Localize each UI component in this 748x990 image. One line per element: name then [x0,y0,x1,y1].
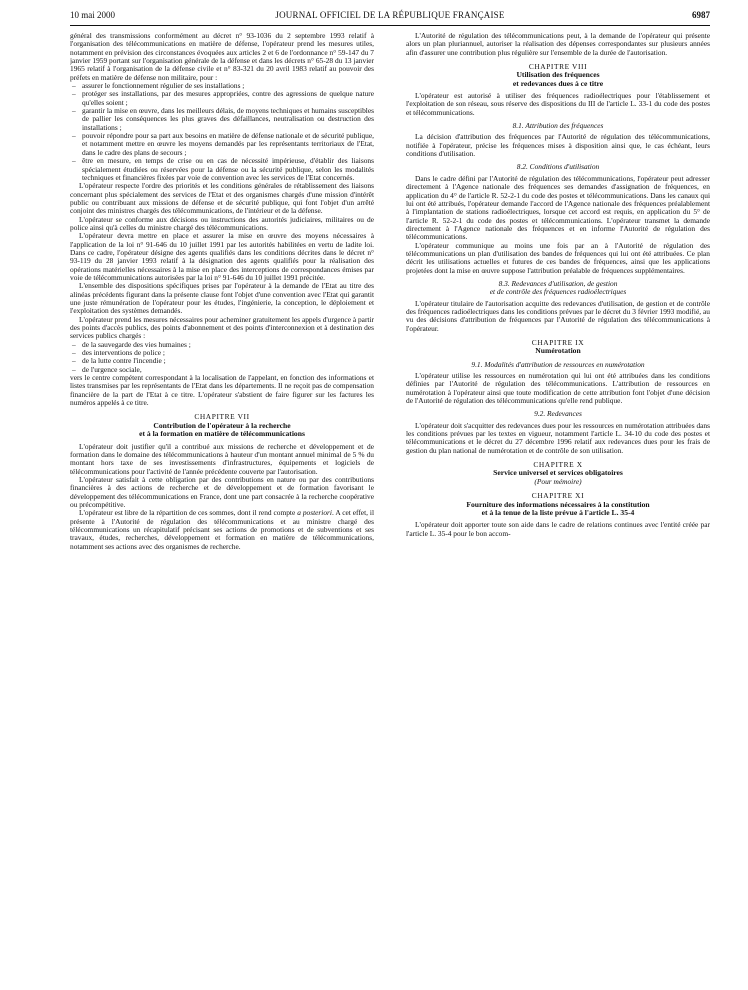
paragraph: L'opérateur communique au moins une fois par an à l'Autorité de régulation des télécommunications un plan d'utilisation des bandes de fréquences qui lui ont été attribuées. Ce plan décrit les utilisations actuelles et futures de ces bandes de fréquences, ainsi que les applications projetées dont la mise en œuvre suppose l'attribution préalable de fréquences supplémentaires. [406,240,710,275]
page-header [70,10,710,24]
paragraph: L'opérateur satisfait à cette obligation par des contributions en nature ou par des contributions financières à des actions de recherche et de développement et de formation favorisant le développement des télécommunications en France, dont une part consacrée à la recherche coopérative ou précompétitive. [70,474,374,509]
list-item: – pouvoir répondre pour sa part aux besoins en matière de défense nationale et de sécurité publique, et notamment mettre en œuvre les moyens demandés par les représentants territoriaux de l'Etat, dans le cadre des plans de secours ; [72,131,374,157]
list-item: – de la lutte contre l'incendie ; [72,356,166,366]
paragraph: L'opérateur est libre de la répartition de ces sommes, dont il rend compte a posteriori. A cet effet, il présente à l'Autorité de régulation des télécommunications et au ministre chargé des télécommunications un récapitulatif précisant ses actions de promotions et de subventions et ses travaux, études, recherches, développement et formation en matière de télécommunications, notamment ses actions avec des organismes de recherche. [70,508,374,551]
paragraph: La décision d'attribution des fréquences par l'Autorité de régulation des télécommunications, notifiée à l'opérateur, précise les fréquences mises à disposition ainsi que, le cas échéant, leurs conditions d'utilisation. [406,132,710,159]
section-heading: 9.2. Redevances [534,409,582,419]
section-heading: 9.1. Modalités d'attribution de ressources en numérotation [471,359,645,369]
paragraph: L'ensemble des dispositions spécifiques prises par l'opérateur à la demande de l'Etat au titre des alinéas précédents figurant dans la présente clause font l'objet d'une convention avec l'Etat qui garantit une juste rémunération de l'opérateur pour les études, l'ingénierie, la conception, le déploiement et l'exploitation des systèmes demandés. [70,281,374,316]
paragraph: vers le centre compétent correspondant à la localisation de l'appelant, en fonction des informations et listes transmises par les représentants de l'Etat dans les départements. Il ne reçoit pas de compensation financière de la part de l'Etat à ce titre. L'opérateur s'abstient de faire figurer sur les factures les numéros appelés à ce titre. [70,373,374,408]
emergency-services-list [70,341,374,374]
paragraph: L'opérateur devra mettre en place et assurer la mise en œuvre des moyens nécessaires à l'application de la loi n° 91-646 du 10 juillet 1991 par les autorités habilitées en vertu de ladite loi. Dans ce cadre, l'opérateur désigne des agents qualifiés dans les conditions décrites dans le décret n° 93-119 du 28 janvier 1993 relatif à la désignation des agents qualifiés pour la réalisation des opérations matérielles nécessaires à la mise en place des interceptions de correspondances émises par voie de télécommunications autorisées par la loi n° 91-646 du 10 juillet 1991 précitée. [70,231,374,282]
list-item: – de l'urgence sociale, [72,364,142,374]
chapter-heading: CHAPITRE IX [531,338,585,347]
section-heading: 8.3. Redevances d'utilisation, de gestion et de contrôle des fréquences radioélectriques [489,278,627,297]
paragraph: L'opérateur doit s'acquitter des redevances dues pour les ressources en numérotation attribuées dans les conditions prévues par les textes en vigueur, notamment l'article L. 34-10 du code des postes et télécommunications et le décret du 27 décembre 1996 relatif aux redevances dues pour les frais de gestion du plan national de numérotation et de contrôle de son utilisation. [406,420,710,455]
paragraph: L'Autorité de régulation des télécommunications peut, à la demande de l'opérateur qui présente alors un plan pluriannuel, autoriser la réalisation des dépenses correspondantes sur plusieurs années afin d'assurer une contribution plus régulière sur l'ensemble de la durée de l'autorisation. [406,32,710,57]
chapter-title: Utilisation des fréquences et redevances dues à ce titre [512,70,604,88]
section-heading: 8.1. Attribution des fréquences [512,121,604,131]
chapter-heading: CHAPITRE XI [531,491,585,501]
chapter-title: Service universel et services obligatoires [493,468,623,478]
right-column [406,32,710,990]
paragraph: Dans le cadre défini par l'Autorité de régulation des télécommunications, l'opérateur peut adresser directement à l'Agence nationale des fréquences ses demandes d'assignation de fréquences, en application du 4° de l'article R. 52-2-1 du code des postes et télécommunications. Dans les canaux qui lui ont été attribués, l'opérateur demande l'accord de l'Agence nationale des fréquences préalablement à l'implantation de stations radioélectriques, lorsque cet accord est requis, en application du 5° de l'article R. 52-2-1 du code des postes et télécommunications. L'opérateur transmet la demande directement à l'Agence nationale des fréquences et en informe l'Autorité de régulation des télécommunications. [406,173,710,242]
text-columns [70,32,710,990]
obligations-list [70,82,374,182]
list-item: – être en mesure, en temps de crise ou en cas de nécessité impérieuse, d'établir des liaisons spécialement étudiées ou réservées pour la défense ou la sécurité publique, selon les modalités techniques et financières fixées par voie de convention avec les services de l'Etat concernés. [72,156,374,182]
paragraph: L'opérateur doit apporter toute son aide dans le cadre de relations continues avec l'entité créée par l'article L. 35-4 pour le bon accom- [406,520,710,538]
chapter-note: (Pour mémoire) [534,476,582,486]
paragraph: L'opérateur se conforme aux décisions ou instructions des autorités judiciaires, militaires ou de police ainsi qu'à celles du ministre chargé des télécommunications. [70,214,374,232]
paragraph: général des transmissions conformément au décret n° 93-1036 du 2 septembre 1993 relatif à l'organisation des télécommunications en matière de défense, l'opérateur prend les mesures utiles, notamment en prévision des circonstances évoquées aux articles 2 et 6 de l'ordonnance n° 59-147 du 7 janvier 1959 portant sur l'organisation générale de la défense et dans les décrets n° 65-28 du 13 janvier 1965 relatif à l'organisation de la défense civile et n° 83-321 du 20 avril 1983 relatif au pouvoir des préfets en matière de défense non militaire, pour : [70,32,374,82]
left-column [70,32,374,990]
header-rule [70,25,710,26]
chapter-title: Contribution de l'opérateur à la recherche et à la formation en matière de télécommunications [139,420,305,439]
paragraph: L'opérateur est autorisé à utiliser des fréquences radioélectriques pour l'établissement et l'exploitation de son réseau, sous réserve des dispositions du III de l'article L. 33-1 du code des postes et télécommunications. [406,91,710,117]
list-item: – de la sauvegarde des vies humaines ; [72,339,191,349]
list-item: – assurer le fonctionnement régulier de ses installations ; [72,81,245,91]
list-item: – protéger ses installations, par des mesures appropriées, contre des agressions de quelque nature qu'elles soient ; [72,89,374,107]
list-item: – garantir la mise en œuvre, dans les meilleurs délais, de moyens techniques et humains susceptibles de pallier les conséquences les plus graves des défaillances, neutralisation ou destruction des installations ; [72,106,374,132]
paragraph: L'opérateur titulaire de l'autorisation acquitte des redevances d'utilisation, de gestion et de contrôle des fréquences radioélectriques dans les conditions prévues par le décret du 3 février 1993 modifié, au vu des décisions d'attribution de fréquences par l'Autorité de régulation des télécommunications à l'opérateur. [406,298,710,333]
header-date: 10 mai 2000 [70,10,115,20]
chapter-heading: CHAPITRE X [533,460,583,470]
chapter-heading: CHAPITRE VII [194,412,250,422]
chapter-title: Fourniture des informations nécessaires à la constitution et à la tenue de la liste prévue à l'article L. 35-4 [466,499,650,517]
chapter-heading: CHAPITRE VIII [528,62,588,72]
list-item: – des interventions de police ; [72,348,165,358]
paragraph: L'opérateur prend les mesures nécessaires pour acheminer gratuitement les appels d'urgence à partir des points d'accès publics, des points d'abonnement et des points d'interconnexion et à destination des services publics chargés : [70,314,374,341]
section-heading: 8.2. Conditions d'utilisation [516,162,600,172]
paragraph: L'opérateur utilise les ressources en numérotation qui lui ont été attribuées dans les conditions définies par l'Autorité de régulation des télécommunications. L'attribution de ressources en numérotation à l'opérateur ainsi que toute modification de cette attribution font l'objet d'une décision de l'Autorité de régulation des télécommunications qu'elle rend publique. [406,371,710,406]
header-page-number: 6987 [692,10,710,20]
paragraph: L'opérateur respecte l'ordre des priorités et les conditions générales de rétablissement des liaisons concernant plus spécialement des services de l'Etat et des organismes chargés d'une mission d'intérêt public ou contribuant aux missions de défense et de sécurité publique, qui font l'objet d'un arrêté conjoint des ministres chargés des télécommunications, de l'intérieur et de la défense. [70,181,374,216]
chapter-title: Numérotation [535,346,581,356]
header-journal-title: JOURNAL OFFICIEL DE LA RÉPUBLIQUE FRANÇAISE [275,10,505,20]
paragraph: L'opérateur doit justifier qu'il a contribué aux missions de recherche et développement et de formation dans le domaine des télécommunications à hauteur d'un montant annuel minimal de 5 % du montant hors taxe de ses investissements d'infrastructures, équipements et logiciels de télécommunications pour l'activité de l'année précédente couverte par l'autorisation. [70,441,374,476]
